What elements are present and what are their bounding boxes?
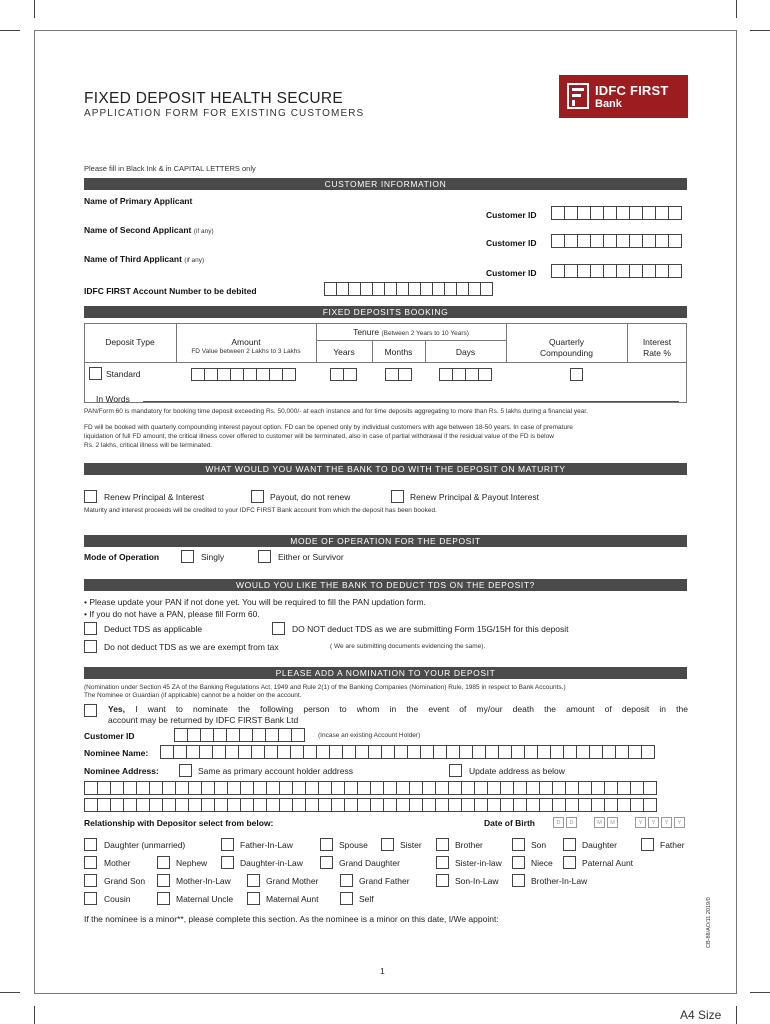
rel-son-in-law-label: Son-In-Law bbox=[455, 876, 499, 886]
char-box[interactable] bbox=[110, 798, 124, 812]
payout-no-renew-checkbox[interactable] bbox=[251, 490, 264, 503]
third-applicant-if-any: (if any) bbox=[184, 257, 205, 264]
rel-self-label: Self bbox=[359, 894, 374, 904]
in-words-label: In Words bbox=[96, 394, 130, 404]
nominee-customer-id-label: Customer ID bbox=[84, 731, 135, 741]
renew-principal-interest-checkbox[interactable] bbox=[84, 490, 97, 503]
char-box[interactable] bbox=[643, 781, 657, 795]
compounding-header: Compounding bbox=[540, 348, 593, 358]
rel-daughter-checkbox[interactable] bbox=[563, 838, 576, 851]
char-box[interactable] bbox=[318, 781, 332, 795]
days-header: Days bbox=[455, 347, 476, 357]
yes-label: Yes, bbox=[108, 704, 126, 714]
dob-day-box[interactable]: D bbox=[553, 817, 564, 828]
rel-spouse-label: Spouse bbox=[339, 840, 368, 850]
rel-grand-daughter-label: Grand Daughter bbox=[339, 858, 400, 868]
char-box[interactable] bbox=[331, 798, 345, 812]
char-box[interactable] bbox=[630, 798, 644, 812]
renew-payout-interest-checkbox[interactable] bbox=[391, 490, 404, 503]
rel-daughter-in-law-checkbox[interactable] bbox=[221, 856, 234, 869]
fd-note-3: Rs. 2 lakhs, critical illness will be terminated. bbox=[84, 442, 213, 449]
char-box[interactable] bbox=[383, 781, 397, 795]
char-box[interactable] bbox=[628, 745, 642, 759]
char-box[interactable] bbox=[589, 745, 603, 759]
rel-sister-in-law-label: Sister-in-law bbox=[455, 858, 502, 868]
char-box[interactable] bbox=[201, 781, 215, 795]
char-box[interactable] bbox=[212, 745, 226, 759]
dob-year-box[interactable]: Y bbox=[648, 817, 659, 828]
char-box[interactable] bbox=[461, 781, 475, 795]
payout-no-renew-label: Payout, do not renew bbox=[270, 492, 351, 502]
char-box[interactable] bbox=[630, 781, 644, 795]
char-box[interactable] bbox=[266, 781, 280, 795]
rel-niece-checkbox[interactable] bbox=[512, 856, 525, 869]
rel-son-in-law-checkbox[interactable] bbox=[436, 874, 449, 887]
customer-id-boxes-3[interactable] bbox=[551, 264, 681, 278]
char-box[interactable] bbox=[459, 745, 473, 759]
char-box[interactable] bbox=[266, 798, 280, 812]
bank-logo-line2: Bank bbox=[595, 98, 622, 110]
char-box[interactable] bbox=[615, 745, 629, 759]
crop-mark bbox=[0, 30, 20, 31]
char-box[interactable] bbox=[240, 798, 254, 812]
customer-id-label-2: Customer ID bbox=[486, 238, 537, 248]
third-applicant-text: Name of Third Applicant bbox=[84, 254, 182, 264]
char-box[interactable] bbox=[474, 781, 488, 795]
rel-brother-in-law-label: Brother-In-Law bbox=[531, 876, 588, 886]
rel-maternal-aunt-label: Maternal Aunt bbox=[266, 894, 319, 904]
char-box[interactable] bbox=[487, 798, 501, 812]
char-box[interactable] bbox=[201, 798, 215, 812]
char-box[interactable] bbox=[409, 798, 423, 812]
char-box[interactable] bbox=[227, 781, 241, 795]
rel-father-checkbox[interactable] bbox=[641, 838, 654, 851]
dob-year-box[interactable]: Y bbox=[674, 817, 685, 828]
customer-id-boxes-1[interactable] bbox=[551, 206, 681, 220]
rate-header: Rate % bbox=[643, 348, 671, 358]
rel-daughter-unmarried-label: Daughter (unmarried) bbox=[104, 840, 186, 850]
char-box[interactable] bbox=[487, 781, 501, 795]
rel-son-checkbox[interactable] bbox=[512, 838, 525, 851]
char-box[interactable] bbox=[188, 798, 202, 812]
char-box[interactable] bbox=[617, 798, 631, 812]
deduct-tds-label: Deduct TDS as applicable bbox=[104, 624, 203, 634]
customer-id-boxes-2[interactable] bbox=[551, 234, 681, 248]
char-box[interactable] bbox=[526, 798, 540, 812]
char-box[interactable] bbox=[344, 798, 358, 812]
tds-heading: WOULD YOU LIKE THE BANK TO DEDUCT TDS ON THE DEPOSIT? bbox=[84, 579, 687, 591]
update-address-checkbox[interactable] bbox=[449, 764, 462, 777]
mode-label: Mode of Operation bbox=[84, 552, 160, 562]
tenure-label: Tenure bbox=[353, 327, 380, 337]
char-box[interactable] bbox=[279, 798, 293, 812]
rel-father-in-law-label: Father-In-Law bbox=[240, 840, 293, 850]
char-box[interactable] bbox=[292, 781, 306, 795]
char-box[interactable] bbox=[604, 798, 618, 812]
char-box[interactable] bbox=[253, 798, 267, 812]
crop-mark bbox=[736, 1006, 737, 1024]
char-box[interactable] bbox=[513, 781, 527, 795]
rel-nephew-checkbox[interactable] bbox=[157, 856, 170, 869]
char-box[interactable] bbox=[162, 798, 176, 812]
deposit-type-header: Deposit Type bbox=[105, 337, 155, 347]
char-box[interactable] bbox=[591, 798, 605, 812]
char-box[interactable] bbox=[435, 781, 449, 795]
char-box[interactable] bbox=[591, 781, 605, 795]
dob-year-box[interactable]: Y bbox=[635, 817, 646, 828]
nominee-address-label: Nominee Address: bbox=[84, 766, 159, 776]
char-box[interactable] bbox=[175, 798, 189, 812]
amount-header: Amount bbox=[231, 337, 261, 347]
char-box[interactable] bbox=[251, 745, 265, 759]
crop-mark bbox=[34, 1006, 35, 1024]
rel-mother-in-law-label: Mother-In-Law bbox=[176, 876, 231, 886]
rel-sister-in-law-checkbox[interactable] bbox=[436, 856, 449, 869]
char-box[interactable] bbox=[318, 798, 332, 812]
char-box[interactable] bbox=[357, 798, 371, 812]
rel-mother-checkbox[interactable] bbox=[84, 856, 97, 869]
char-box[interactable] bbox=[342, 745, 356, 759]
char-box[interactable] bbox=[370, 781, 384, 795]
char-box[interactable] bbox=[175, 781, 189, 795]
interest-header: Interest bbox=[642, 337, 672, 347]
no-deduct-15g-label: DO NOT deduct TDS as we are submitting Form 15G/15H for this deposit bbox=[292, 624, 569, 634]
rel-cousin-label: Cousin bbox=[104, 894, 131, 904]
rel-maternal-uncle-checkbox[interactable] bbox=[157, 892, 170, 905]
form-title: FIXED DEPOSIT HEALTH SECURE bbox=[84, 90, 344, 107]
rel-daughter-in-law-label: Daughter-in-Law bbox=[240, 858, 303, 868]
account-number-boxes[interactable] bbox=[324, 282, 492, 296]
char-box[interactable] bbox=[225, 745, 239, 759]
crop-mark bbox=[736, 0, 737, 18]
nominee-customer-id-boxes[interactable] bbox=[174, 728, 304, 742]
update-address-label: Update address as below bbox=[469, 766, 565, 776]
char-box[interactable] bbox=[123, 781, 137, 795]
char-box[interactable] bbox=[500, 781, 514, 795]
char-box[interactable] bbox=[409, 781, 423, 795]
fd-booking-heading: FIXED DEPOSITS BOOKING bbox=[84, 306, 687, 318]
rel-grand-daughter-checkbox[interactable] bbox=[320, 856, 333, 869]
char-box[interactable] bbox=[539, 798, 553, 812]
char-box[interactable] bbox=[578, 798, 592, 812]
rel-brother-in-law-checkbox[interactable] bbox=[512, 874, 525, 887]
char-box[interactable] bbox=[407, 745, 421, 759]
char-box[interactable] bbox=[368, 745, 382, 759]
nomination-rule-2: The Nominee or Guardian (if applicable) cannot be a holder on the account. bbox=[84, 692, 302, 699]
customer-info-heading: CUSTOMER INFORMATION bbox=[84, 178, 687, 190]
char-box[interactable] bbox=[524, 745, 538, 759]
form-code: CB-88/AO/11 2019/0 bbox=[706, 897, 712, 948]
nominee-name-boxes[interactable] bbox=[160, 745, 654, 759]
either-survivor-checkbox[interactable] bbox=[258, 550, 271, 563]
char-box[interactable] bbox=[537, 745, 551, 759]
quarterly-header: Quarterly bbox=[549, 337, 584, 347]
char-box[interactable] bbox=[396, 798, 410, 812]
account-number-label: IDFC FIRST Account Number to be debited bbox=[84, 286, 257, 296]
years-header: Years bbox=[333, 347, 355, 357]
rel-grand-son-checkbox[interactable] bbox=[84, 874, 97, 887]
char-box[interactable] bbox=[513, 798, 527, 812]
instruction: Please fill in Black Ink & in CAPITAL LETTERS only bbox=[84, 164, 256, 173]
amount-note: FD Value between 2 Lakhs to 3 Lakhs bbox=[191, 348, 301, 355]
nomination-heading: PLEASE ADD A NOMINATION TO YOUR DEPOSIT bbox=[84, 667, 687, 679]
char-box[interactable] bbox=[277, 745, 291, 759]
rel-nephew-label: Nephew bbox=[176, 858, 208, 868]
rel-daughter-label: Daughter bbox=[582, 840, 617, 850]
form-code-container bbox=[706, 878, 716, 948]
char-box[interactable] bbox=[643, 798, 657, 812]
second-applicant-if-any: (if any) bbox=[193, 228, 214, 235]
paper-size-label: A4 Size bbox=[680, 1008, 722, 1022]
dob-day-box[interactable]: D bbox=[566, 817, 577, 828]
crop-mark bbox=[750, 992, 770, 993]
char-box[interactable] bbox=[565, 798, 579, 812]
rel-sister-checkbox[interactable] bbox=[381, 838, 394, 851]
existing-holder-note: (Incase an existing Account Holder) bbox=[318, 732, 421, 739]
char-box[interactable] bbox=[498, 745, 512, 759]
char-box[interactable] bbox=[641, 745, 655, 759]
amount-boxes[interactable] bbox=[191, 368, 295, 381]
tds-bullet-1: • Please update your PAN if not done yet. You will be required to fill the PAN updation form. bbox=[84, 597, 426, 607]
third-applicant-label bbox=[84, 254, 204, 264]
dob-label: Date of Birth bbox=[484, 818, 535, 828]
rel-grand-mother-checkbox[interactable] bbox=[247, 874, 260, 887]
second-applicant-label bbox=[84, 225, 214, 235]
char-box[interactable] bbox=[214, 798, 228, 812]
char-box[interactable] bbox=[188, 781, 202, 795]
singly-checkbox[interactable] bbox=[181, 550, 194, 563]
char-box[interactable] bbox=[448, 781, 462, 795]
rel-daughter-unmarried-checkbox[interactable] bbox=[84, 838, 97, 851]
char-box[interactable] bbox=[199, 745, 213, 759]
char-box[interactable] bbox=[552, 798, 566, 812]
char-box[interactable] bbox=[357, 781, 371, 795]
char-box[interactable] bbox=[123, 798, 137, 812]
char-box[interactable] bbox=[303, 745, 317, 759]
char-box[interactable] bbox=[550, 745, 564, 759]
char-box[interactable] bbox=[394, 745, 408, 759]
standard-checkbox[interactable] bbox=[89, 367, 102, 380]
char-box[interactable] bbox=[290, 745, 304, 759]
char-box[interactable] bbox=[578, 781, 592, 795]
rel-grand-father-checkbox[interactable] bbox=[340, 874, 353, 887]
rel-maternal-aunt-checkbox[interactable] bbox=[247, 892, 260, 905]
crop-mark bbox=[750, 30, 770, 31]
rel-paternal-aunt-checkbox[interactable] bbox=[563, 856, 576, 869]
minor-nominee-text: If the nominee is a minor**, please complete this section. As the nominee is a minor on this date, I/We appoint: bbox=[84, 914, 499, 924]
deduct-tds-checkbox[interactable] bbox=[84, 622, 97, 635]
char-box[interactable] bbox=[186, 745, 200, 759]
fd-note-1: FD will be booked with quarterly compounding interest payout option. FD can be opened only by individual customers with age between 18-50 years. In case of premature bbox=[84, 424, 573, 431]
char-box[interactable] bbox=[305, 798, 319, 812]
rel-spouse-checkbox[interactable] bbox=[320, 838, 333, 851]
char-box[interactable] bbox=[110, 781, 124, 795]
standard-label: Standard bbox=[106, 369, 141, 379]
char-box[interactable] bbox=[238, 745, 252, 759]
customer-id-label-1: Customer ID bbox=[486, 210, 537, 220]
nomination-consent-line-1 bbox=[108, 704, 688, 714]
rel-sister-label: Sister bbox=[400, 840, 422, 850]
char-box[interactable] bbox=[500, 798, 514, 812]
pan-note: PAN/Form 60 is mandatory for booking time deposit exceeding Rs. 50,000/- at each instance and for time deposits aggregating to more than Rs. 5 lakhs during a financial year. bbox=[84, 408, 588, 415]
nominee-name-label: Nominee Name: bbox=[84, 748, 149, 758]
char-box[interactable] bbox=[472, 745, 486, 759]
char-box[interactable] bbox=[485, 745, 499, 759]
tenure-note: (Between 2 Years to 10 Years) bbox=[381, 330, 469, 337]
years-boxes[interactable] bbox=[330, 368, 356, 381]
customer-id-label-3: Customer ID bbox=[486, 268, 537, 278]
months-header: Months bbox=[384, 347, 413, 357]
char-box[interactable] bbox=[264, 745, 278, 759]
exempt-tds-label: Do not deduct TDS as we are exempt from tax bbox=[104, 642, 279, 652]
days-boxes[interactable] bbox=[439, 368, 491, 381]
char-box[interactable] bbox=[149, 781, 163, 795]
nominee-address-boxes-1[interactable] bbox=[84, 781, 656, 795]
char-box[interactable] bbox=[617, 781, 631, 795]
in-words-line[interactable] bbox=[143, 401, 679, 402]
page-number: 1 bbox=[380, 966, 385, 976]
char-box[interactable] bbox=[422, 781, 436, 795]
nomination-rule-1: (Nomination under Section 45 ZA of the Banking Regulations Act, 1949 and Rule 2(1) of the Banking Companies (Nomination) Rule, 1985 in respect to Bank Accounts.) bbox=[84, 684, 566, 691]
char-box[interactable] bbox=[552, 781, 566, 795]
char-box[interactable] bbox=[214, 781, 228, 795]
char-box[interactable] bbox=[602, 745, 616, 759]
char-box[interactable] bbox=[305, 781, 319, 795]
char-box[interactable] bbox=[448, 798, 462, 812]
char-box[interactable] bbox=[162, 781, 176, 795]
rel-grand-son-label: Grand Son bbox=[104, 876, 146, 886]
renew-principal-interest-label: Renew Principal & Interest bbox=[104, 492, 205, 502]
char-box[interactable] bbox=[435, 798, 449, 812]
rel-niece-label: Niece bbox=[531, 858, 553, 868]
maturity-note: Maturity and interest proceeds will be credited to your IDFC FIRST Bank account from which the deposit has been booked. bbox=[84, 507, 437, 514]
relationship-label: Relationship with Depositor select from below: bbox=[84, 818, 274, 828]
char-box[interactable] bbox=[461, 798, 475, 812]
char-box[interactable] bbox=[511, 745, 525, 759]
char-box[interactable] bbox=[576, 745, 590, 759]
char-box[interactable] bbox=[136, 798, 150, 812]
char-box[interactable] bbox=[381, 745, 395, 759]
nominee-address-boxes-2[interactable] bbox=[84, 798, 656, 812]
dob-month-box[interactable]: M bbox=[594, 817, 605, 828]
rel-paternal-aunt-label: Paternal Aunt bbox=[582, 858, 634, 868]
char-box[interactable] bbox=[160, 745, 174, 759]
same-address-checkbox[interactable] bbox=[179, 764, 192, 777]
char-box[interactable] bbox=[331, 781, 345, 795]
table-divider bbox=[84, 362, 687, 363]
char-box[interactable] bbox=[97, 798, 111, 812]
second-applicant-text: Name of Second Applicant bbox=[84, 225, 192, 235]
tds-bullet-2: • If you do not have a PAN, please fill Form 60. bbox=[84, 609, 260, 619]
char-box[interactable] bbox=[433, 745, 447, 759]
bank-logo-icon bbox=[567, 83, 589, 109]
char-box[interactable] bbox=[565, 781, 579, 795]
dob-month-box[interactable]: M bbox=[607, 817, 618, 828]
char-box[interactable] bbox=[173, 745, 187, 759]
char-box[interactable] bbox=[227, 798, 241, 812]
char-box[interactable] bbox=[474, 798, 488, 812]
months-boxes[interactable] bbox=[385, 368, 411, 381]
char-box[interactable] bbox=[396, 781, 410, 795]
no-deduct-15g-checkbox[interactable] bbox=[272, 622, 285, 635]
renew-payout-interest-label: Renew Principal & Payout Interest bbox=[410, 492, 539, 502]
char-box[interactable] bbox=[370, 798, 384, 812]
same-address-label: Same as primary account holder address bbox=[198, 766, 353, 776]
rel-brother-checkbox[interactable] bbox=[436, 838, 449, 851]
exempt-tds-checkbox[interactable] bbox=[84, 640, 97, 653]
table-divider bbox=[316, 340, 506, 341]
rel-father-label: Father bbox=[660, 840, 685, 850]
char-box[interactable] bbox=[563, 745, 577, 759]
char-box[interactable] bbox=[329, 745, 343, 759]
rel-son-label: Son bbox=[531, 840, 547, 850]
either-survivor-label: Either or Survivor bbox=[278, 552, 344, 562]
exempt-tds-note: ( We are submitting documents evidencing the same). bbox=[330, 643, 486, 650]
char-box[interactable] bbox=[84, 798, 98, 812]
rel-self-checkbox[interactable] bbox=[340, 892, 353, 905]
rel-cousin-checkbox[interactable] bbox=[84, 892, 97, 905]
maturity-heading: WHAT WOULD YOU WANT THE BANK TO DO WITH THE DEPOSIT ON MATURITY bbox=[84, 463, 687, 475]
char-box[interactable] bbox=[526, 781, 540, 795]
char-box[interactable] bbox=[292, 798, 306, 812]
char-box[interactable] bbox=[279, 781, 293, 795]
form-subtitle: APPLICATION FORM FOR EXISTING CUSTOMERS bbox=[84, 108, 365, 119]
char-box[interactable] bbox=[253, 781, 267, 795]
rel-father-in-law-checkbox[interactable] bbox=[221, 838, 234, 851]
char-box[interactable] bbox=[420, 745, 434, 759]
char-box[interactable] bbox=[97, 781, 111, 795]
tenure-header bbox=[316, 327, 506, 337]
char-box[interactable] bbox=[355, 745, 369, 759]
rel-grand-father-label: Grand Father bbox=[359, 876, 410, 886]
char-box[interactable] bbox=[539, 781, 553, 795]
bank-logo-line1: IDFC FIRST bbox=[595, 83, 669, 98]
char-box[interactable] bbox=[446, 745, 460, 759]
rel-brother-label: Brother bbox=[455, 840, 483, 850]
nomination-consent-line-2: account may be returned by IDFC FIRST Bank Ltd bbox=[108, 715, 299, 725]
char-box[interactable] bbox=[422, 798, 436, 812]
rel-mother-in-law-checkbox[interactable] bbox=[157, 874, 170, 887]
rel-maternal-uncle-label: Maternal Uncle bbox=[176, 894, 234, 904]
quarterly-compounding-checkbox[interactable] bbox=[570, 368, 583, 381]
bank-logo bbox=[559, 75, 688, 118]
char-box[interactable] bbox=[383, 798, 397, 812]
mode-heading: MODE OF OPERATION FOR THE DEPOSIT bbox=[84, 535, 687, 547]
crop-mark bbox=[0, 992, 20, 993]
consent-text-1: I want to nominate the following person to whom in the event of my/our death the amount of deposit in the bbox=[135, 704, 688, 714]
rel-grand-mother-label: Grand Mother bbox=[266, 876, 319, 886]
char-box[interactable] bbox=[344, 781, 358, 795]
char-box[interactable] bbox=[136, 781, 150, 795]
fd-note-2: liquidation of full FD amount, the critical illness cover offered to customer will be terminated, also in case of partial withdrawal if the residual value of the FD is below bbox=[84, 433, 554, 440]
crop-mark bbox=[34, 0, 35, 18]
dob-year-box[interactable]: Y bbox=[661, 817, 672, 828]
singly-label: Singly bbox=[201, 552, 225, 562]
nominate-yes-checkbox[interactable] bbox=[84, 704, 97, 717]
char-box[interactable] bbox=[149, 798, 163, 812]
rel-mother-label: Mother bbox=[104, 858, 131, 868]
char-box[interactable] bbox=[604, 781, 618, 795]
char-box[interactable] bbox=[240, 781, 254, 795]
char-box[interactable] bbox=[84, 781, 98, 795]
primary-applicant-label: Name of Primary Applicant bbox=[84, 196, 193, 206]
char-box[interactable] bbox=[316, 745, 330, 759]
